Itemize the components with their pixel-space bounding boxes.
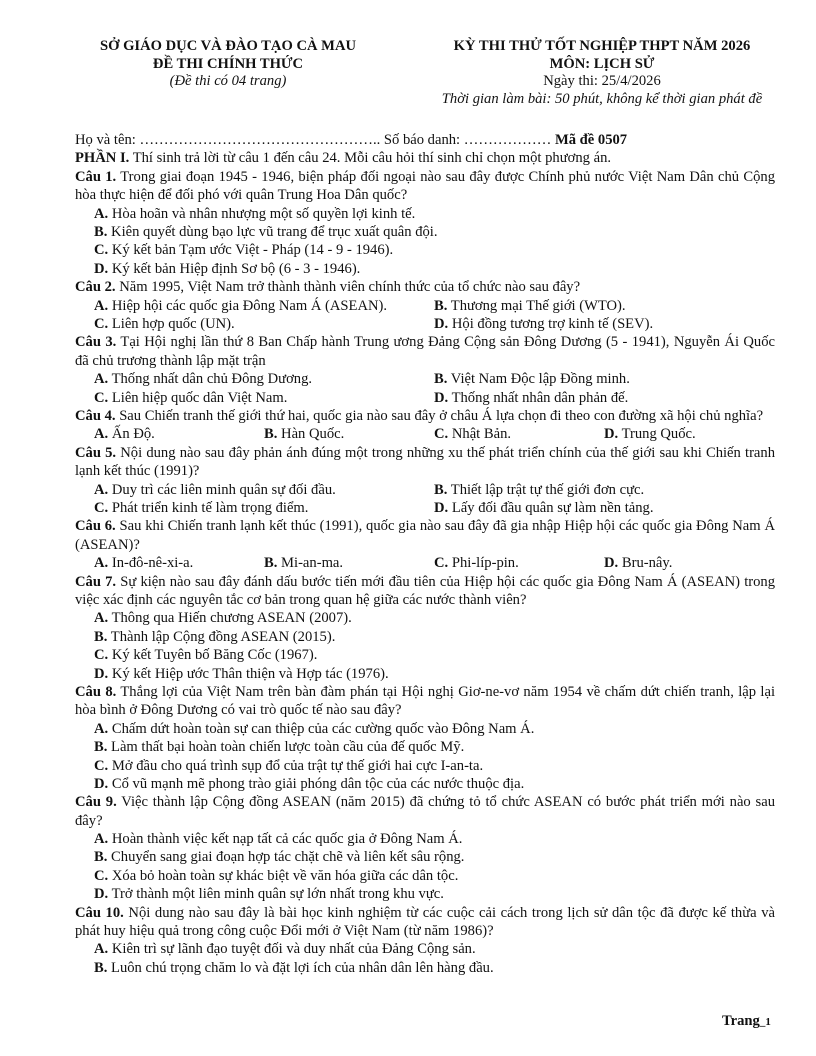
option-text: Ký kết Tuyên bố Băng Cốc (1967). xyxy=(108,647,318,664)
answer-option-row xyxy=(75,554,775,572)
option-letter: A. xyxy=(94,941,109,958)
option-letter: C. xyxy=(94,757,109,774)
part-label: PHẦN I. xyxy=(75,150,130,167)
answer-option xyxy=(434,554,604,572)
option-text: Thống nhất dân chủ Đông Dương. xyxy=(108,371,313,388)
answer-option xyxy=(75,609,775,627)
department-name: SỞ GIÁO DỤC VÀ ĐÀO TẠO CÀ MAU xyxy=(99,38,357,54)
answer-option xyxy=(75,720,775,738)
option-text: Xóa bỏ hoàn toàn sự khác biệt về văn hóa giữa các dân tộc. xyxy=(108,867,459,884)
option-letter: B. xyxy=(94,628,108,645)
page-index: _1 xyxy=(759,1016,771,1028)
option-text: Phi-líp-pin. xyxy=(448,555,519,572)
question-label: Câu 6. xyxy=(75,518,116,535)
student-info-fields: Họ và tên: ………………………………………….. Số báo danh: ……………… xyxy=(75,132,555,148)
answer-option-row xyxy=(75,481,775,499)
answer-option xyxy=(434,499,654,517)
option-letter: D. xyxy=(94,665,109,682)
option-letter: C. xyxy=(94,647,109,664)
answer-option xyxy=(75,757,775,775)
question-text: Sự kiện nào sau đây đánh dấu bước tiến mới đầu tiên của Hiệp hội các quốc gia Đông Nam Á (ASEAN) trong việc xác định các nguyên tắc cơ bản trong quan hệ giữa các nước thành viên? xyxy=(75,573,776,608)
question-text: Nội dung nào sau đây phản ánh đúng một trong những xu thế phát triển chính của thế giới sau khi Chiến tranh lạnh kết thúc (1991)? xyxy=(75,444,775,480)
question-text: Sau khi Chiến tranh lạnh kết thúc (1991), quốc gia nào sau đây đã gia nhập Hiệp hội các quốc gia Đông Nam Á (ASEAN)? xyxy=(75,518,775,553)
option-letter: D. xyxy=(434,389,449,406)
answer-option-row xyxy=(75,389,775,407)
option-letter: D. xyxy=(94,260,109,277)
option-text: Duy trì các liên minh quân sự đối đầu. xyxy=(108,481,336,498)
question-text: Sau Chiến tranh thế giới thứ hai, quốc gia nào sau đây ở châu Á lựa chọn đi theo con đường xã hội chủ nghĩa? xyxy=(115,407,764,424)
option-text: Liên hợp quốc (UN). xyxy=(108,315,235,332)
option-text: Liên hiệp quốc dân Việt Nam. xyxy=(108,389,288,406)
option-text: Ký kết bản Hiệp định Sơ bộ (6 - 3 - 1946). xyxy=(108,260,361,277)
option-letter: B. xyxy=(94,739,108,756)
option-text: Ký kết Hiệp ước Thân thiện và Hợp tác (1976). xyxy=(108,665,389,682)
question-label: Câu 2. xyxy=(75,279,116,296)
question-label: Câu 8. xyxy=(75,683,117,700)
answer-option xyxy=(94,554,264,572)
answer-option xyxy=(75,959,775,977)
question-stem xyxy=(75,407,775,425)
answer-option xyxy=(75,775,775,793)
answer-option xyxy=(75,205,775,223)
option-text: Làm thất bại hoàn toàn chiến lược toàn cầu của đế quốc Mỹ. xyxy=(107,739,465,756)
question-label: Câu 10. xyxy=(75,904,124,921)
answer-option xyxy=(264,554,434,572)
option-text: Nhật Bản. xyxy=(448,426,512,443)
option-text: Chuyển sang giai đoạn hợp tác chặt chẽ và liên kết sâu rộng. xyxy=(107,849,465,866)
answer-option xyxy=(75,885,775,903)
option-text: Bru-nây. xyxy=(618,555,673,572)
question-label: Câu 5. xyxy=(75,444,117,461)
header-right xyxy=(420,38,784,108)
option-letter: B. xyxy=(264,426,278,443)
exam-content xyxy=(75,131,775,977)
answer-option-row xyxy=(75,499,775,517)
answer-option xyxy=(604,554,672,572)
answer-option xyxy=(434,297,626,315)
option-letter: A. xyxy=(94,297,109,314)
answer-option xyxy=(604,425,696,443)
option-letter: B. xyxy=(434,297,448,314)
option-text: Thống nhất nhân dân phản đế. xyxy=(448,389,629,406)
option-letter: A. xyxy=(94,555,109,572)
answer-option-row xyxy=(75,425,775,443)
option-letter: B. xyxy=(264,555,278,572)
option-letter: B. xyxy=(434,481,448,498)
answer-option xyxy=(75,738,775,756)
exam-header xyxy=(0,38,816,118)
question-label: Câu 7. xyxy=(75,573,117,590)
question-label: Câu 4. xyxy=(75,407,116,424)
answer-option xyxy=(434,315,653,333)
option-text: Trung Quốc. xyxy=(618,426,696,443)
option-letter: B. xyxy=(94,223,108,240)
option-letter: B. xyxy=(434,371,448,388)
answer-option xyxy=(75,223,775,241)
option-text: In-đô-nê-xi-a. xyxy=(108,555,194,572)
option-letter: C. xyxy=(434,426,449,443)
question-stem xyxy=(75,168,775,205)
option-text: Trở thành một liên minh quân sự lớn nhất trong khu vực. xyxy=(108,886,444,903)
option-letter: D. xyxy=(604,555,619,572)
option-letter: B. xyxy=(94,849,108,866)
answer-option xyxy=(94,425,264,443)
page-label: Trang xyxy=(722,1013,760,1029)
option-text: Hàn Quốc. xyxy=(277,426,345,443)
question-label: Câu 3. xyxy=(75,334,117,351)
question-text: Nội dung nào sau đây là bài học kinh nghiệm từ các cuộc cải cách trong lịch sử dân tộc đã được kế thừa và phát huy hiệu quả trong công cuộc Đổi mới ở Việt Nam (từ năm 1986)? xyxy=(75,904,775,940)
answer-option xyxy=(434,481,644,499)
option-text: Cổ vũ mạnh mẽ phong trào giải phóng dân tộc của các nước thuộc địa. xyxy=(108,775,525,792)
answer-option xyxy=(75,848,775,866)
question-text: Việc thành lập Cộng đồng ASEAN (năm 2015) đã chứng tỏ tổ chức ASEAN có bước phát triển mới nào sau đây? xyxy=(75,794,775,829)
answer-option xyxy=(434,389,628,407)
option-text: Hội đồng tương trợ kinh tế (SEV). xyxy=(448,315,654,332)
option-letter: C. xyxy=(94,242,109,259)
official-exam-label: ĐỀ THI CHÍNH THỨC xyxy=(152,55,304,72)
part-text: Thí sinh trả lời từ câu 1 đến câu 24. Mỗi câu hỏi thí sinh chỉ chọn một phương án. xyxy=(129,150,612,167)
option-letter: D. xyxy=(94,886,109,903)
question-stem xyxy=(75,333,775,370)
option-letter: B. xyxy=(94,959,108,976)
question-text: Trong giai đoạn 1945 - 1946, biện pháp đối ngoại nào sau đây được Chính phủ nước Việt Nam Dân chủ Cộng hòa thực hiện để đối phó với quân Trung Hoa Dân quốc? xyxy=(75,168,776,204)
option-text: Thương mại Thế giới (WTO). xyxy=(447,297,626,314)
exam-duration: Thời gian làm bài: 50 phút, không kể thời gian phát đề xyxy=(441,90,763,107)
option-text: Lấy đối đầu quân sự làm nền tảng. xyxy=(448,499,654,516)
option-letter: A. xyxy=(94,481,109,498)
answer-option xyxy=(75,260,775,278)
page-count-note: (Đề thi có 04 trang) xyxy=(169,73,287,89)
answer-option xyxy=(75,665,775,683)
answer-option xyxy=(94,370,434,388)
answer-option xyxy=(94,499,434,517)
subject-name: MÔN: LỊCH SỬ xyxy=(549,55,655,72)
option-letter: A. xyxy=(94,426,109,443)
option-letter: C. xyxy=(434,555,449,572)
option-letter: D. xyxy=(604,426,619,443)
question-stem xyxy=(75,793,775,830)
option-letter: C. xyxy=(94,315,109,332)
option-text: Hoàn thành việc kết nạp tất cả các quốc gia ở Đông Nam Á. xyxy=(108,831,463,848)
question-text: Năm 1995, Việt Nam trở thành thành viên chính thức của tổ chức nào sau đây? xyxy=(115,279,581,296)
question-stem xyxy=(75,573,775,610)
option-text: Thành lập Cộng đồng ASEAN (2015). xyxy=(107,628,336,645)
answer-option-row xyxy=(75,370,775,388)
answer-option xyxy=(94,315,434,333)
option-text: Kiên quyết dùng bạo lực vũ trang để trục xuất quân đội. xyxy=(107,223,438,240)
option-letter: A. xyxy=(94,610,109,627)
option-text: Luôn chú trọng chăm lo và đặt lợi ích của nhân dân lên hàng đầu. xyxy=(107,959,494,976)
question-label: Câu 9. xyxy=(75,794,117,811)
option-text: Hiệp hội các quốc gia Đông Nam Á (ASEAN). xyxy=(108,297,388,314)
option-text: Kiên trì sự lãnh đạo tuyệt đối và duy nhất của Đảng Cộng sản. xyxy=(108,941,476,958)
option-letter: A. xyxy=(94,720,109,737)
answer-option xyxy=(75,646,775,664)
exam-date: Ngày thi: 25/4/2026 xyxy=(543,73,661,89)
option-letter: A. xyxy=(94,831,109,848)
option-letter: D. xyxy=(434,499,449,516)
answer-option-row xyxy=(75,297,775,315)
option-text: Thiết lập trật tự thế giới đơn cực. xyxy=(447,481,645,498)
answer-option xyxy=(75,867,775,885)
option-text: Hòa hoãn và nhân nhượng một số quyền lợi kinh tế. xyxy=(108,205,416,222)
option-letter: A. xyxy=(94,371,109,388)
answer-option xyxy=(75,830,775,848)
part-instructions xyxy=(75,149,775,167)
option-text: Chấm dứt hoàn toàn sự can thiệp của các cường quốc vào Đông Nam Á. xyxy=(108,720,535,737)
exam-code: Mã đề 0507 xyxy=(554,132,628,148)
header-left xyxy=(80,38,376,91)
answer-option xyxy=(264,425,434,443)
question-label: Câu 1. xyxy=(75,168,117,185)
option-letter: D. xyxy=(94,775,109,792)
option-letter: D. xyxy=(434,315,449,332)
option-text: Ký kết bản Tạm ước Việt - Pháp (14 - 9 - 1946). xyxy=(108,242,394,259)
answer-option xyxy=(94,481,434,499)
option-text: Việt Nam Độc lập Đồng minh. xyxy=(447,371,630,388)
option-letter: C. xyxy=(94,499,109,516)
option-text: Mi-an-ma. xyxy=(277,555,344,572)
answer-option xyxy=(75,940,775,958)
answer-option xyxy=(434,425,604,443)
option-text: Thông qua Hiến chương ASEAN (2007). xyxy=(108,610,352,627)
question-stem xyxy=(75,444,775,481)
answer-option xyxy=(94,297,434,315)
answer-option xyxy=(434,370,630,388)
page-number xyxy=(722,1012,771,1031)
answer-option xyxy=(75,241,775,259)
question-stem xyxy=(75,517,775,554)
option-text: Mở đầu cho quá trình sụp đổ của trật tự thế giới hai cực I-an-ta. xyxy=(108,757,484,774)
answer-option xyxy=(94,389,434,407)
option-text: Phát triển kinh tế làm trọng điểm. xyxy=(108,499,309,516)
option-letter: C. xyxy=(94,867,109,884)
answer-option xyxy=(75,628,775,646)
option-text: Ấn Độ. xyxy=(108,426,155,443)
question-text: Tại Hội nghị lần thứ 8 Ban Chấp hành Trung ương Đảng Cộng sản Đông Dương (5 - 1941), Nguyễn Ái Quốc đã chủ trương thành lập mặt trận xyxy=(75,334,776,369)
question-stem xyxy=(75,278,775,296)
option-letter: A. xyxy=(94,205,109,222)
answer-option-row xyxy=(75,315,775,333)
exam-title: KỲ THI THỬ TỐT NGHIỆP THPT NĂM 2026 xyxy=(453,38,751,54)
option-letter: C. xyxy=(94,389,109,406)
student-info-line xyxy=(75,131,775,149)
question-stem xyxy=(75,683,775,720)
question-stem xyxy=(75,904,775,941)
question-text: Thắng lợi của Việt Nam trên bàn đàm phán tại Hội nghị Giơ-ne-vơ năm 1954 về chấm dứt chiến tranh, lập lại hòa bình ở Đông Dương có vai trò quốc tế nào sau đây? xyxy=(75,683,775,719)
